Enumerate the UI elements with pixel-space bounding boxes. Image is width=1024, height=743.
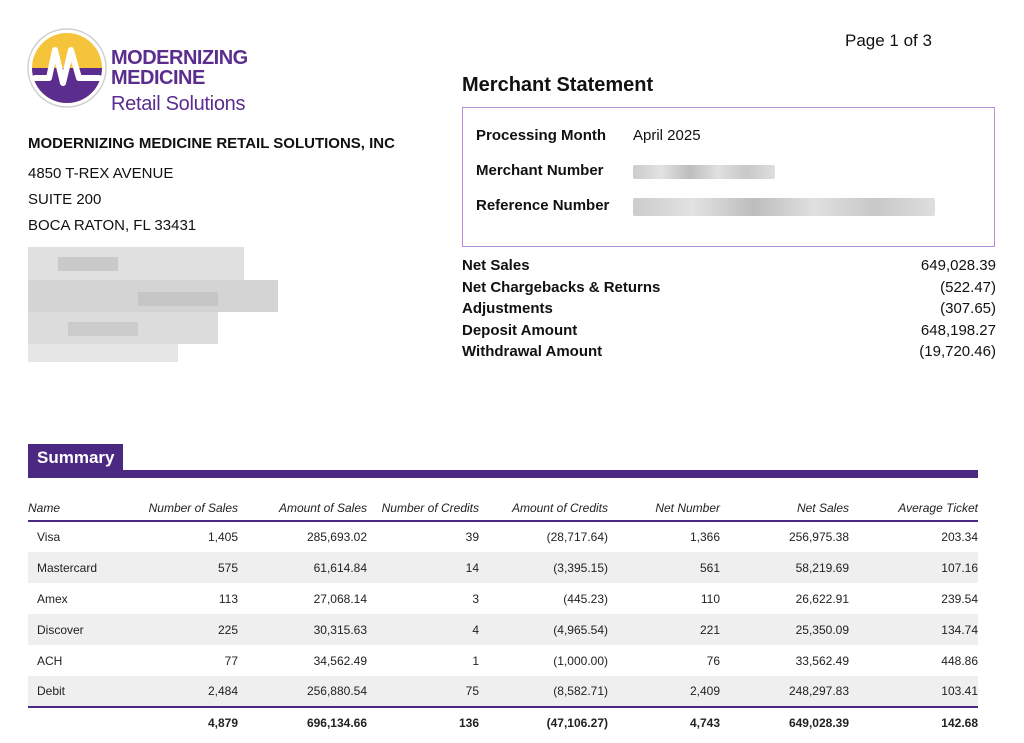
table-cell: (1,000.00)	[553, 653, 608, 668]
table-row	[28, 645, 978, 676]
logo-line-3: Retail Solutions	[111, 93, 246, 115]
table-cell: 134.74	[849, 614, 978, 645]
table-cell: 4,879	[118, 707, 238, 737]
reference-number-row	[476, 197, 609, 214]
table-cell: 4	[367, 614, 479, 645]
table-cell: 256,880.54	[238, 676, 367, 707]
table-cell: (28,717.64)	[546, 530, 608, 544]
merchant-number-label: Merchant Number	[476, 162, 604, 179]
totals-row: Net Chargebacks & Returns (522.47)	[462, 278, 996, 296]
table-cell: 136	[367, 707, 479, 737]
table-cell: 110	[700, 591, 720, 606]
address-line-3: BOCA RATON, FL 33431	[28, 217, 197, 234]
column-header: Net Number	[608, 499, 720, 521]
table-cell: 203.34	[941, 530, 978, 544]
summary-header-row	[28, 499, 978, 521]
table-cell: 113	[218, 591, 238, 606]
column-header: Number of Credits	[367, 499, 479, 521]
table-cell: 76	[706, 653, 720, 668]
table-cell: 239.54	[941, 591, 978, 606]
table-cell: 39	[465, 530, 479, 544]
column-header: Amount of Credits	[479, 499, 608, 521]
table-cell: Discover	[28, 614, 118, 645]
company-address	[28, 135, 395, 239]
column-header: Net Sales	[720, 499, 849, 521]
table-cell: 142.68	[849, 707, 978, 737]
table-cell: 34,562.49	[313, 653, 367, 668]
table-cell: 448.86	[941, 653, 978, 668]
statement-info-box	[462, 107, 995, 247]
table-cell: (47,106.27)	[479, 707, 608, 737]
table-cell: 4,743	[608, 707, 720, 737]
table-cell: 77	[224, 653, 238, 668]
redacted-recipient-address	[28, 247, 278, 362]
table-cell: 696,134.66	[238, 707, 367, 737]
table-cell: (445.23)	[563, 591, 608, 606]
table-cell: 27,068.14	[313, 591, 367, 606]
table-row	[28, 552, 978, 583]
summary-table	[28, 499, 978, 737]
table-cell: 61,614.84	[238, 552, 367, 583]
table-cell: (8,582.71)	[479, 676, 608, 707]
table-cell	[28, 707, 118, 737]
table-cell: 14	[367, 552, 479, 583]
company-logo	[27, 28, 267, 118]
address-line-1: 4850 T-REX AVENUE	[28, 165, 174, 182]
table-cell: 561	[608, 552, 720, 583]
summary-heading: Summary	[28, 444, 123, 471]
table-row	[28, 676, 978, 707]
table-cell: 2,409	[608, 676, 720, 707]
redacted-reference-number	[633, 198, 935, 216]
table-cell: 3	[472, 591, 479, 606]
table-cell: 25,350.09	[720, 614, 849, 645]
table-cell: 107.16	[849, 552, 978, 583]
table-cell: 75	[367, 676, 479, 707]
column-header: Number of Sales	[118, 499, 238, 521]
totals-row: Deposit Amount 648,198.27	[462, 321, 996, 339]
table-row	[28, 521, 978, 552]
table-cell: 1,405	[207, 530, 238, 544]
table-cell: 649,028.39	[720, 707, 849, 737]
table-cell: 103.41	[849, 676, 978, 707]
table-cell: 1	[472, 653, 479, 668]
company-name: MODERNIZING MEDICINE RETAIL SOLUTIONS, INC	[28, 135, 395, 152]
page-number: Page 1 of 3	[845, 31, 932, 50]
redacted-merchant-number	[633, 165, 775, 179]
table-row	[28, 614, 978, 645]
summary-divider	[28, 470, 978, 478]
processing-month-value: April 2025	[633, 127, 701, 144]
table-cell: 33,562.49	[795, 653, 849, 668]
table-cell: 575	[118, 552, 238, 583]
statement-totals	[462, 257, 996, 365]
column-header: Amount of Sales	[238, 499, 367, 521]
logo-line-2: MEDICINE	[111, 67, 205, 89]
merchant-number-row	[476, 162, 604, 179]
column-header: Average Ticket	[849, 499, 978, 521]
processing-month-row	[476, 127, 701, 144]
table-cell: 221	[608, 614, 720, 645]
table-cell: ACH	[37, 653, 63, 668]
logo-line-1: MODERNIZING	[111, 47, 248, 69]
table-cell: Debit	[28, 676, 118, 707]
table-cell: 256,975.38	[788, 530, 849, 544]
table-cell: 248,297.83	[720, 676, 849, 707]
column-header: Name	[28, 499, 118, 521]
table-cell: 1,366	[689, 530, 720, 544]
processing-month-label: Processing Month	[476, 127, 607, 144]
table-cell: (3,395.15)	[479, 552, 608, 583]
table-cell: Amex	[37, 591, 68, 606]
summary-total-row	[28, 707, 978, 737]
table-cell: 225	[118, 614, 238, 645]
table-cell: 26,622.91	[795, 591, 849, 606]
address-line-2: SUITE 200	[28, 191, 102, 208]
reference-number-label: Reference Number	[476, 197, 610, 214]
totals-row: Net Sales 649,028.39	[462, 257, 996, 274]
table-cell: 58,219.69	[720, 552, 849, 583]
table-cell: 30,315.63	[238, 614, 367, 645]
table-cell: Mastercard	[28, 552, 118, 583]
table-row	[28, 583, 978, 614]
statement-title: Merchant Statement	[462, 74, 654, 96]
totals-row: Adjustments (307.65)	[462, 300, 996, 317]
totals-row: Withdrawal Amount (19,720.46)	[462, 343, 996, 360]
table-cell: Visa	[37, 530, 61, 544]
table-cell: 2,484	[118, 676, 238, 707]
logo-emblem-icon	[27, 28, 107, 108]
table-cell: 285,693.02	[306, 530, 367, 544]
table-cell: (4,965.54)	[479, 614, 608, 645]
